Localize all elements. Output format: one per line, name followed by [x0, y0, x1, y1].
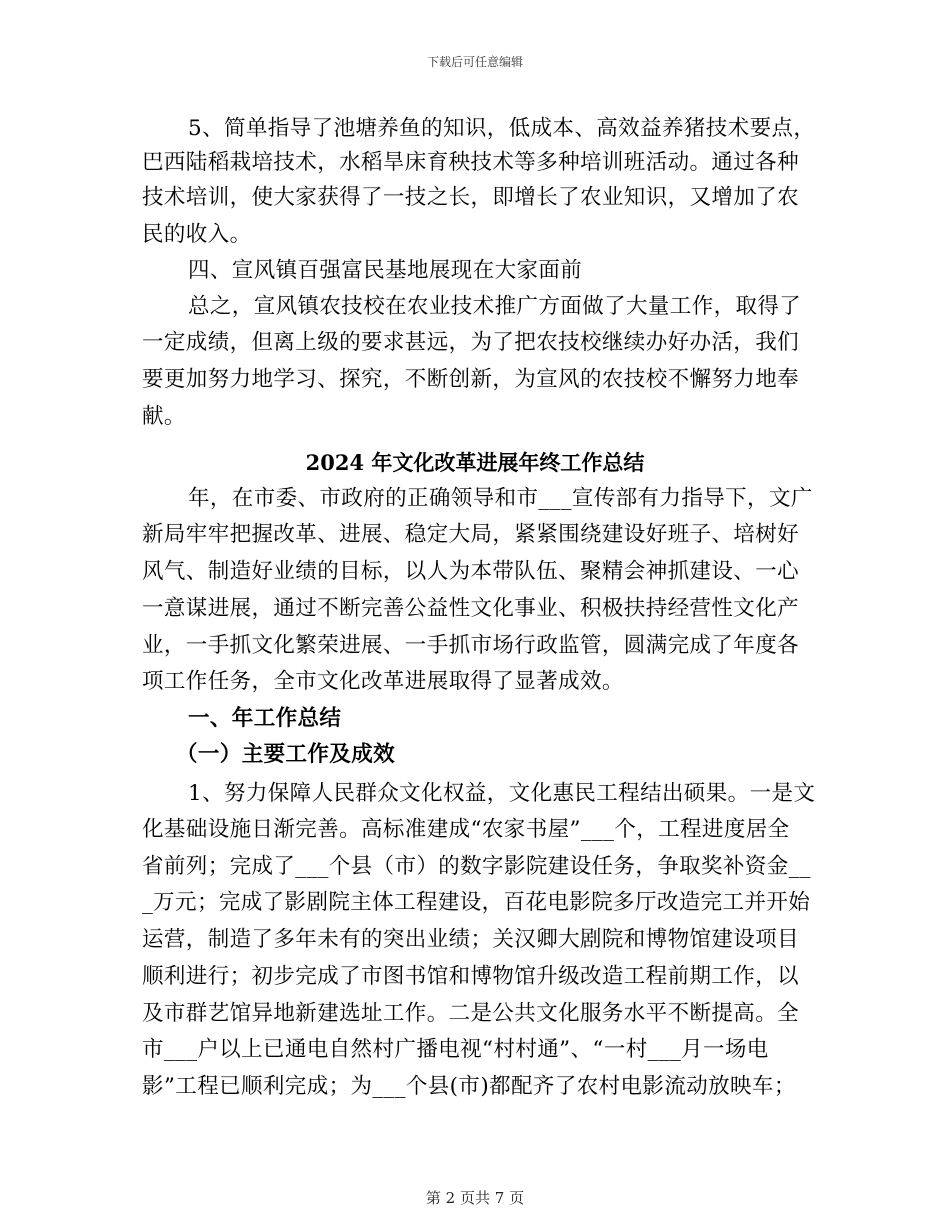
subsection-heading: （一）主要工作及成效 — [176, 742, 396, 767]
paragraph-line: 1、努力保障人民群众文化权益，文化惠民工程结出硕果。一是文 — [188, 781, 816, 806]
paragraph-line: 及市群艺馆异地新建选址工作。二是公共文化服务水平不断提高。全 — [142, 1001, 800, 1026]
page-footer: 第 2 页共 7 页 — [425, 1189, 525, 1207]
section-heading: 一、年工作总结 — [188, 706, 342, 731]
paragraph-line: 影”工程已顺利完成；为___个县(市)都配齐了农村电影流动放映车； — [142, 1074, 796, 1099]
paragraph-line: 巴西陆稻栽培技术，水稻旱床育秧技术等多种培训班活动。通过各种 — [142, 150, 800, 175]
page-header: 下载后可任意编辑 — [426, 55, 523, 69]
paragraph-line: 省前列；完成了___个县（市）的数字影院建设任务，争取奖补资金__ — [142, 854, 811, 879]
paragraph-line: 一定成绩，但离上级的要求甚远，为了把农技校继续办好办活，我们 — [142, 330, 800, 355]
paragraph-line: 一意谋进展，通过不断完善公益性文化事业、积极扶持经营性文化产 — [142, 596, 800, 621]
paragraph-line: 市___户以上已通电自然村广播电视“村村通”、“一村___月一场电 — [142, 1037, 769, 1062]
paragraph-line: 总之，宣风镇农技校在农业技术推广方面做了大量工作，取得了 — [188, 294, 802, 319]
paragraph-line: _万元；完成了影剧院主体工程建设，百花电影院多厅改造完工并开始 — [142, 890, 811, 915]
paragraph-line: 风气、制造好业绩的目标，以人为本带队伍、聚精会神抓建设、一心 — [142, 559, 800, 584]
paragraph-line: 献。 — [142, 404, 186, 429]
paragraph-line: 运营，制造了多年未有的突出业绩；关汉卿大剧院和博物馆建设项目 — [142, 927, 800, 952]
paragraph-line: 民的收入。 — [142, 222, 252, 247]
paragraph-line: 项工作任务，全市文化改革进展取得了显著成效。 — [142, 669, 624, 694]
paragraph-line: 要更加努力地学习、探究，不断创新，为宣风的农技校不懈努力地奉 — [142, 367, 800, 392]
section-heading: 四、宣风镇百强富民基地展现在大家面前 — [188, 258, 583, 283]
paragraph-line: 新局牢牢把握改革、进展、稳定大局，紧紧围绕建设好班子、培树好 — [142, 522, 800, 547]
paragraph-line: 5、简单指导了池塘养鱼的知识，低成本、高效益养猪技术要点， — [188, 116, 816, 141]
paragraph-line: 业，一手抓文化繁荣进展、一手抓市场行政监管，圆满完成了年度各 — [142, 633, 800, 658]
paragraph-line: 年，在市委、市政府的正确领导和市___宣传部有力指导下，文广 — [188, 486, 813, 511]
paragraph-line: 化基础设施日渐完善。高标准建成“农家书屋”___个，工程进度居全 — [142, 817, 790, 842]
paragraph-line: 顺利进行；初步完成了市图书馆和博物馆升级改造工程前期工作，以 — [142, 964, 800, 989]
document-title: 2024 年文化改革进展年终工作总结 — [305, 450, 645, 475]
paragraph-line: 技术培训，使大家获得了一技之长，即增长了农业知识，又增加了农 — [142, 185, 800, 210]
